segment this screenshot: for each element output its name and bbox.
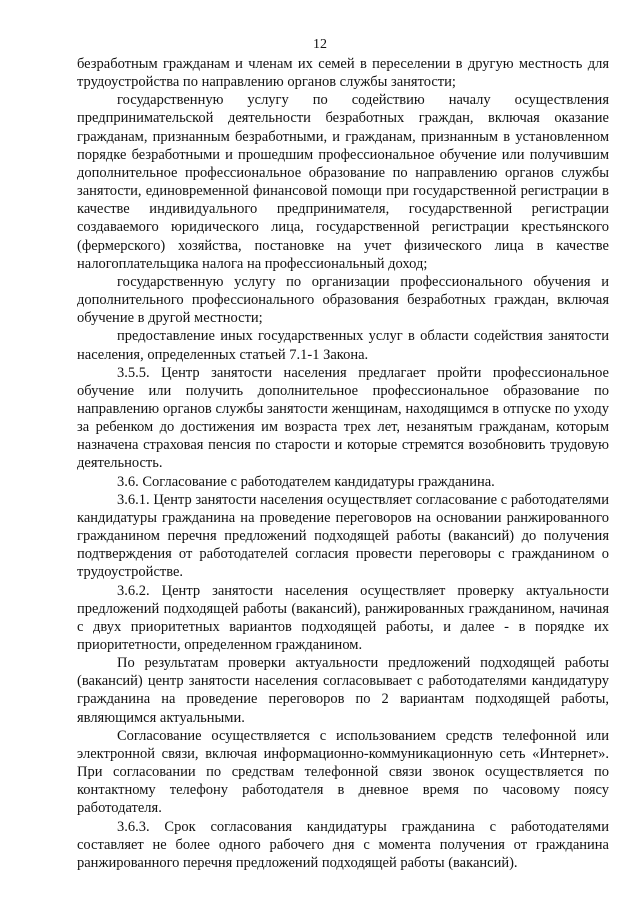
paragraph-training-service: государственную услугу по организации профессионального обучения и дополнительного профессионального образования безработных граждан, включая обучение в другой местности; bbox=[77, 273, 609, 327]
paragraph-3-5-5: 3.5.5. Центр занятости населения предлагает пройти профессиональное обучение или получить дополнительное профессиональное образование по направлению органов службы занятости женщинам, находящимся в отпуске по уходу за ребенком до достижения им возраста трех лет, незанятым гражданам, которым назначена страховая пенсия по старости и которые стремятся возобновить трудовую деятельность. bbox=[77, 364, 609, 472]
paragraph-3-6-1: 3.6.1. Центр занятости населения осуществляет согласование с работодателями кандидатуры гражданина на проведение переговоров на основании ранжированного гражданином перечня предложений подходящей работы (вакансий) до получения подтверждения от работодателей согласия провести переговоры с гражданином о трудоустройстве. bbox=[77, 491, 609, 581]
paragraph-3-6-2: 3.6.2. Центр занятости населения осуществляет проверку актуальности предложений подходящей работы (вакансий), ранжированных гражданином, начиная с двух приоритетных вариантов подходящей работы, и далее - в порядке их приоритетности, определенном гражданином. bbox=[77, 582, 609, 653]
paragraph-entrepreneurship-service: государственную услугу по содействию началу осуществления предпринимательской деятельности безработных граждан, включая оказание гражданам, признанным безработными, и гражданам, признанным в установленном порядке безработными и прошедшим профессиональное обучение или получившим дополнительное профессиональное образование по направлению органов службы занятости, единовременной финансовой помощи при государственной регистрации в качестве индивидуального предпринимателя, государственной регистрации создаваемого юридического лица, государственной регистрации крестьянского (фермерского) хозяйства, постановке на учет физического лица в качестве налогоплательщика налога на профессиональный доход; bbox=[77, 92, 609, 272]
paragraph-continuation: безработным гражданам и членам их семей в переселении в другую местность для трудоустройства по направлению органов службы занятости; bbox=[77, 56, 609, 91]
body-text bbox=[77, 55, 609, 872]
paragraph-communication-means: Согласование осуществляется с использованием средств телефонной или электронной связи, включая информационно-коммуникационную сеть «Интернет». При согласовании по средствам телефонной связи звонок осуществляется по контактному телефону работодателя в дневное время по часовому поясу работодателя. bbox=[77, 727, 609, 817]
paragraph-check-results: По результатам проверки актуальности предложений подходящей работы (вакансий) центр занятости населения согласовывает с работодателями кандидатуру гражданина на проведение переговоров по 2 вариантам подходящей работы, являющимся актуальными. bbox=[77, 655, 609, 726]
paragraph-3-6-3: 3.6.3. Срок согласования кандидатуры гражданина с работодателями составляет не более одного рабочего дня с момента получения от гражданина ранжированного перечня предложений подходящей работы (вакансий). bbox=[77, 818, 609, 871]
paragraph-other-services: предоставление иных государственных услуг в области содействия занятости населения, определенных статьей 7.1-1 Закона. bbox=[77, 328, 609, 363]
section-heading-3-6: 3.6. Согласование с работодателем кандидатуры гражданина. bbox=[117, 473, 495, 490]
page-number: 12 bbox=[313, 37, 327, 52]
